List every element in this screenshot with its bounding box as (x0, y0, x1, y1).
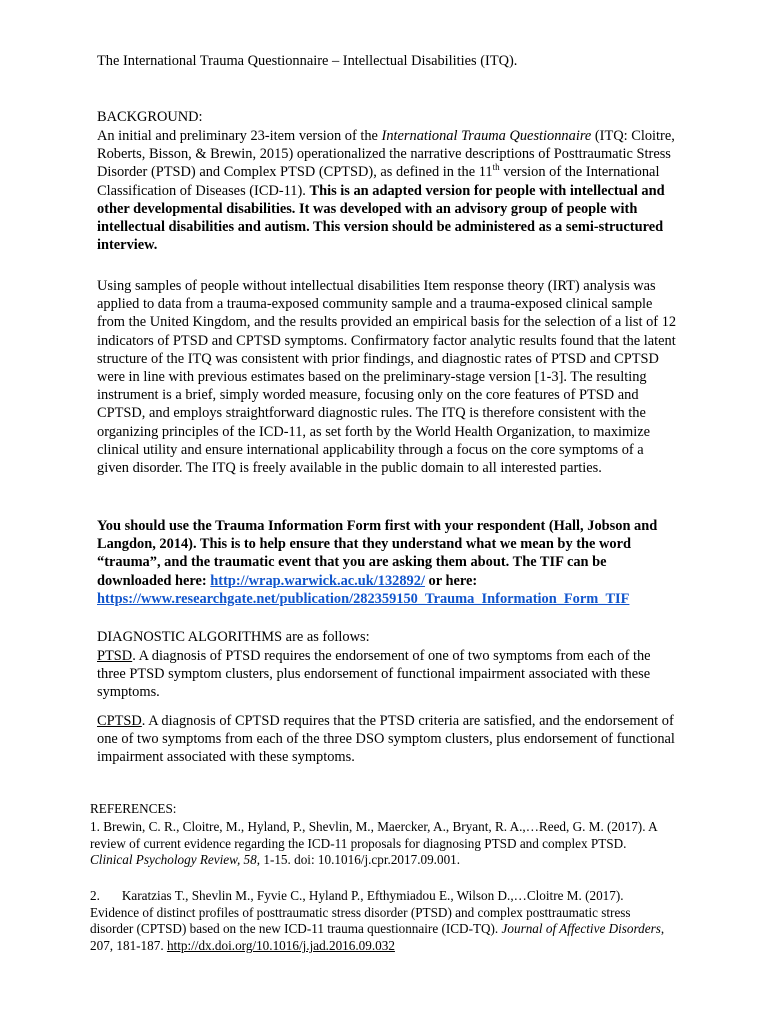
background-heading: BACKGROUND: (97, 109, 203, 125)
document-title: The International Trauma Questionnaire – Intellectual Disabilities (ITQ). (97, 53, 518, 69)
ptsd-label: PTSD (97, 648, 133, 664)
text-run: (ITQ: Cloitre, Roberts, Bisson, & Brewin, 2015) operationalized the narrative descriptions of Posttraumatic Stress Disorder (PTSD) and Complex PTSD (CPTSD), as defined in the 11 (97, 128, 675, 181)
diagnostic-heading: DIAGNOSTIC ALGORITHMS are as follows: (97, 629, 370, 645)
tif-note-paragraph (97, 517, 677, 608)
text-run: . A diagnosis of PTSD requires the endorsement of one of two symptoms from each of the three PTSD symptom clusters, plus endorsement of functional impairment associated with these symptoms. (97, 648, 651, 701)
text-run: You should use the Trauma Information Form first with your respondent (Hall, Jobson and Langdon, 2014). This is to help ensure that they understand what we mean by the word “trauma”, and the traumatic event that you are asking them about. The TIF can be downloaded here: (97, 518, 658, 589)
background-paragraph-2: Using samples of people without intellectual disabilities Item response theory (IRT) analysis was applied to data from a trauma-exposed community sample and a trauma-exposed clinical sample from the United Kingdom, and the results provided an empirical basis for the selection of a list of 12 indicators of PTSD and CPTSD symptoms. Confirmatory factor analytic results found that the latent structure of the ITQ was consistent with prior findings, and diagnostic rates of PTSD and CPTSD were in line with previous estimates based on the preliminary-stage version [1-3]. The resulting instrument is a brief, simply worded measure, focusing only on the core features of PTSD and CPTSD, and employs straightforward diagnostic rules. The ITQ is therefore consistent with the organizing principles of the ICD-11, as set forth by the World Health Organization, to maximize clinical utility and ensure international applicability through a focus on the core symptoms of a given disorder. The ITQ is freely available in the public domain to all interested parties. (97, 278, 677, 477)
text-run: version of the International Classification of Diseases (ICD-11). (97, 164, 660, 199)
text-run: , 207, 181-187. (90, 921, 665, 954)
reference-2 (90, 888, 670, 955)
ptsd-algorithm-paragraph (97, 647, 677, 702)
background-paragraph-1 (97, 127, 677, 254)
text-run: . A diagnosis of CPTSD requires that the PTSD criteria are satisfied, and the endorsement of one of two symptoms from each of the three DSO symptom clusters, plus endorsement of functional impairment associated with these symptoms. (97, 713, 675, 766)
ordinal-superscript: th (492, 162, 500, 173)
text-run: Karatzias T., Shevlin M., Fyvie C., Hyland P., Efthymiadou E., Wilson D.,…Cloitre M. (2017). Evidence of distinct profiles of posttraumatic stress disorder (PTSD) and complex posttraumatic stress disorder (CPTSD) based on the new ICD-11 trauma questionnaire (ICD-TQ). (90, 888, 631, 937)
itq-title-italic: International Trauma Questionnaire (381, 128, 592, 144)
warwick-link[interactable]: http://wrap.warwick.ac.uk/132892/ (210, 572, 425, 589)
reference-number: 2. (90, 888, 100, 903)
adapted-version-note: This is an adapted version for people with intellectual and other developmental disabilities. It was developed with an advisory group of people with intellectual disabilities and autism. This version should be administered as a semi-structured interview. (97, 182, 665, 254)
text-run: 1. Brewin, C. R., Cloitre, M., Hyland, P., Shevlin, M., Maercker, A., Bryant, R. A.,…Reed, G. M. (2017). A review of current evidence regarding the ICD-11 proposals for diagnosing PTSD and complex PTSD. (90, 819, 657, 851)
reference-1 (90, 819, 670, 869)
cptsd-label: CPTSD (97, 713, 142, 729)
journal-title-italic: Journal of Affective Disorders (501, 921, 661, 937)
cptsd-algorithm-paragraph (97, 712, 677, 767)
text-run: or here: (424, 572, 478, 589)
text-run: An initial and preliminary 23-item version of the (97, 128, 382, 144)
journal-title-italic: Clinical Psychology Review, 58 (90, 852, 257, 868)
text-run: , 1-15. doi: 10.1016/j.cpr.2017.09.001. (256, 852, 461, 868)
references-heading: REFERENCES: (90, 801, 177, 816)
doi-link[interactable]: http://dx.doi.org/10.1016/j.jad.2016.09.032 (166, 938, 395, 954)
researchgate-link[interactable]: https://www.researchgate.net/publication/282359150_Trauma_Information_Form_TIF (97, 590, 630, 607)
